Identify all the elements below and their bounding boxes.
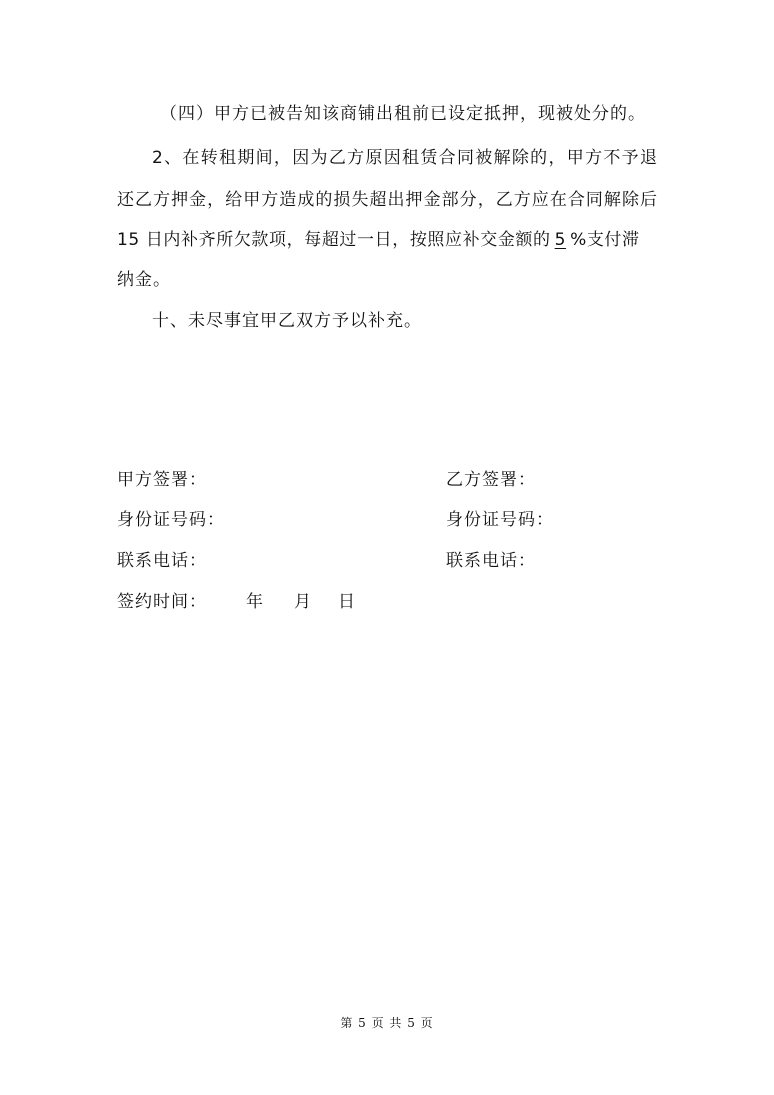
party-b-id-label: 身份证号码： [446,510,554,530]
clause-item-two-line4: 纳金。 [117,270,171,290]
party-b-phone-label: 联系电话： [446,551,536,571]
page-number-footer: 第 5 页 共 5 页 [340,1016,434,1030]
sign-date-label: 签约时间： [117,592,207,612]
clause-item-two-line3 [117,230,640,250]
clause-item-two-line2: 还乙方押金，给甲方造成的损失超出押金部分，乙方应在合同解除后 [117,190,657,210]
clause-item-two-line1: 2、在转租期间，因为乙方原因租赁合同被解除的，甲方不予退 [152,148,657,168]
penalty-rate-value: 5 [554,230,567,250]
party-b-signature-label: 乙方签署： [446,470,536,490]
year-label: 年 [246,592,263,612]
clause-item-two-line3-suffix: %支付滞 [570,230,640,250]
clause-item-two-line3-prefix: 15 日内补齐所欠款项，每超过一日，按照应补交金额的 [117,230,551,250]
party-a-phone-label: 联系电话： [117,551,207,571]
month-label: 月 [294,592,311,612]
day-label: 日 [338,592,355,612]
party-a-signature-label: 甲方签署： [117,470,207,490]
section-ten: 十、未尽事宜甲乙双方予以补充。 [152,311,422,331]
clause-item-four: （四）甲方已被告知该商铺出租前已设定抵押，现被处分的。 [160,104,646,124]
party-a-id-label: 身份证号码： [117,510,225,530]
